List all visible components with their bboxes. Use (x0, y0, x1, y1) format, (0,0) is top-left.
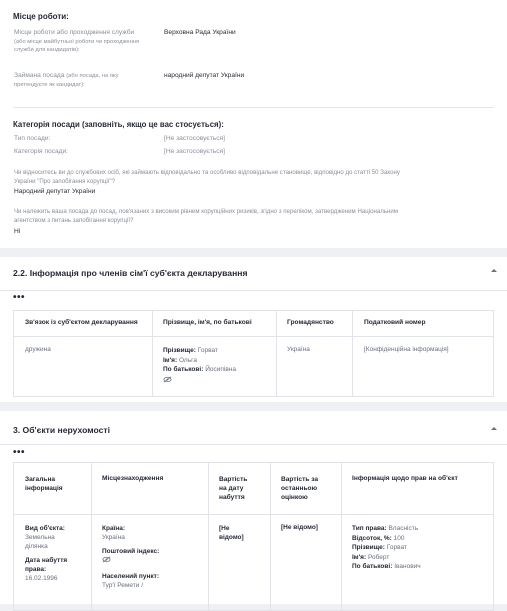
col-tax: Податковий номер (353, 311, 494, 337)
position-hint-2: претендуєте як кандидат): (14, 81, 85, 88)
position-label: Займана посада (14, 72, 65, 79)
realty-title: 3. Об'єкти нерухомості (13, 425, 110, 435)
more-dots-icon[interactable]: ••• (13, 292, 26, 303)
category-heading: Категорія посади (заповніть, якщо це вас стосується): (13, 120, 224, 129)
realty-section (0, 411, 507, 604)
answer-2: Ні (14, 228, 21, 235)
general-cell: Вид об'єкта: Земельна ділянка Дата набуття права: 16.02.1996 (14, 515, 92, 611)
chevron-up-icon[interactable] (491, 269, 497, 272)
answer-1: Народний депутат України (14, 188, 96, 195)
location-cell: Країна: Україна Поштовий індекс: Населений пункт: Тур'ї Ремети / (92, 515, 209, 611)
col-name: Прізвище, ім'я, по батькові (153, 311, 277, 337)
position-value: народний депутат України (164, 72, 245, 79)
col-citizenship: Громадянство (277, 311, 353, 337)
family-section (0, 257, 507, 402)
chevron-up-icon[interactable] (491, 427, 497, 430)
workplace-card (0, 0, 507, 248)
more-dots-icon[interactable]: ••• (13, 447, 26, 458)
question-1-cont: України "Про запобігання корупції"? (14, 178, 116, 185)
col-cost: Вартість на дату набуття (209, 463, 271, 515)
family-table (13, 310, 494, 397)
realty-table (13, 462, 494, 611)
question-1: Чи відноситесь ви до службових осіб, які займають відповідально та особливо відповідальне становище, відповідно до статті 50 Закону (14, 169, 400, 176)
question-2: Чи належить ваша посада до посад, пов'язаних з високим рівнем корупційних ризиків, згідно з переліком, затвердженим Національним (14, 208, 398, 215)
eye-slash-icon[interactable] (102, 556, 198, 566)
place-value: Верховна Рада України (164, 29, 236, 36)
last-cost-cell: [Не відомо] (271, 515, 342, 611)
col-location: Місцезнаходження (92, 463, 209, 515)
type-value: [Не застосовується] (164, 135, 225, 142)
col-general: Загальна інформація (14, 463, 92, 515)
category-label: Категорія посади: (14, 148, 69, 155)
divider (13, 107, 494, 108)
citizenship-cell: Україна (277, 337, 353, 397)
tax-cell: [Конфіденційна інформація] (353, 337, 494, 397)
workplace-heading: Місце роботи: (13, 12, 69, 21)
rights-cell: Тип права: Власність Відсоток, %: 100 Прізвище: Горват Ім'я: Роберт По батькові: Іванович (342, 515, 494, 611)
family-header[interactable] (0, 257, 507, 291)
family-title: 2.2. Інформація про членів сім'ї суб'єкта декларування (13, 268, 248, 278)
eye-slash-icon[interactable] (163, 376, 266, 387)
question-2-cont: агентством з питань запобігання корупції? (14, 217, 134, 224)
col-last-cost: Вартість за останньою оцінкою (271, 463, 342, 515)
place-hint: (або місце майбутньої роботи чи проходження служби для кандидатів): (14, 38, 140, 53)
cost-cell: [Не відомо] (209, 515, 271, 611)
type-label: Тип посади: (14, 135, 51, 142)
realty-header[interactable] (0, 411, 507, 445)
name-cell: Прізвище: Горват Ім'я: Ольга По батькові: Йосипівна (153, 337, 277, 397)
category-value: [Не застосовується] (164, 148, 225, 155)
col-relation: Зв'язок із суб'єктом декларування (14, 311, 153, 337)
relation-cell: дружина (14, 337, 153, 397)
position-hint: (або посада, на яку (66, 73, 119, 79)
col-rights: Інформація щодо прав на об'єкт (342, 463, 494, 515)
place-label: Місце роботи або проходження служби (14, 29, 135, 36)
